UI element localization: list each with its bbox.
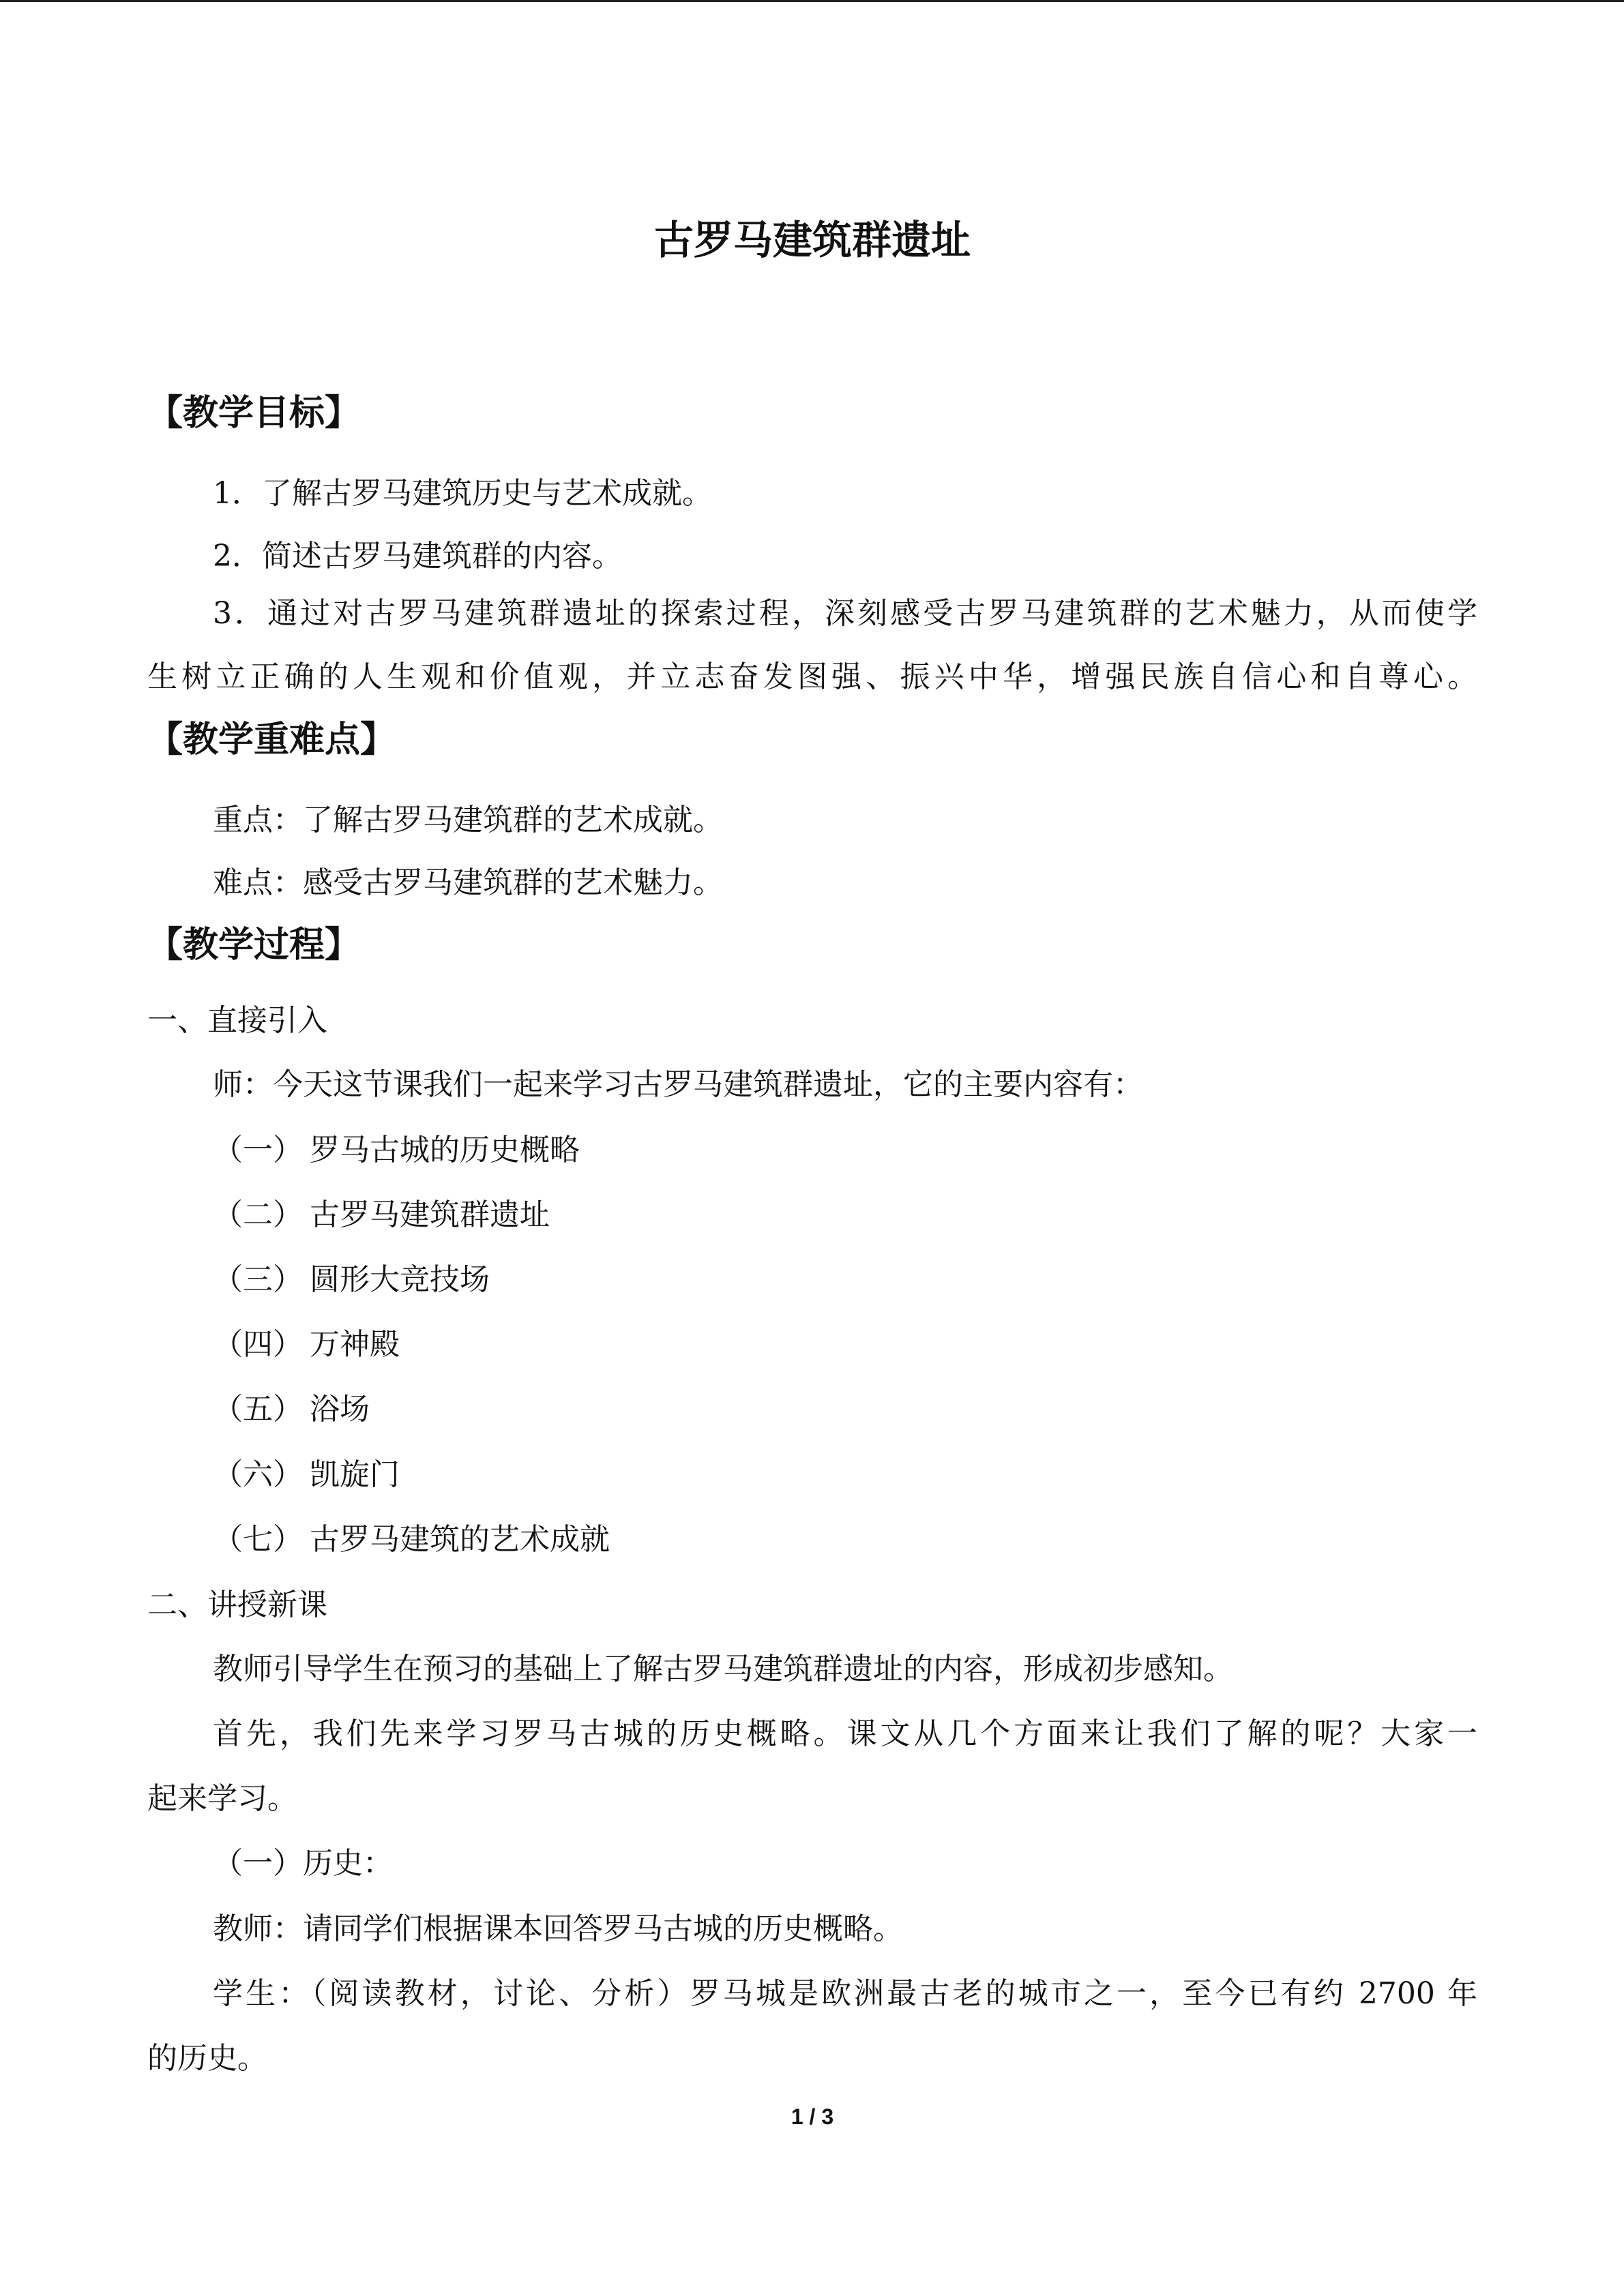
key-point: 重点：了解古罗马建筑群的艺术成就。 — [213, 803, 723, 837]
objective-2: 2．简述古罗马建筑群的内容。 — [213, 539, 622, 573]
list-item-number: （五） — [213, 1392, 303, 1427]
subsection-history: （一）历史： — [213, 1846, 393, 1881]
page-number: 1 / 3 — [791, 2104, 834, 2129]
list-item-number: （七） — [213, 1522, 303, 1557]
objective-1: 1．了解古罗马建筑历史与艺术成就。 — [213, 476, 712, 511]
objectives-heading: 【教学目标】 — [147, 393, 361, 434]
list-item — [147, 1324, 1477, 1365]
part2-paragraph-2-line1: 首先，我们先来学习罗马古城的历史概略。课文从几个方面来让我们了解的呢？大家一 — [213, 1716, 1477, 1751]
part2-paragraph-2-line2: 起来学习。 — [147, 1781, 297, 1816]
objective-3-line2: 生树立正确的人生观和价值观，并立志奋发图强、振兴中华，增强民族自信心和自尊心。 — [147, 659, 1477, 694]
list-item — [147, 1389, 1477, 1430]
list-item-text: 古罗马建筑的艺术成就 — [310, 1522, 610, 1557]
list-item — [147, 1259, 1477, 1300]
student-answer-line1: 学生：（阅读教材，讨论、分析）罗马城是欧洲最古老的城市之一，至今已有约 2700 年 — [213, 1976, 1477, 2011]
document-title: 古罗马建筑群遗址 — [653, 217, 971, 263]
list-item — [147, 1130, 1477, 1171]
part1-heading: 一、直接引入 — [147, 1003, 327, 1038]
list-item-text: 古罗马建筑群遗址 — [310, 1197, 550, 1232]
teacher-prompt: 教师：请同学们根据课本回答罗马古城的历史概略。 — [213, 1911, 903, 1946]
list-item-number: （二） — [213, 1197, 303, 1232]
key-points-heading: 【教学重难点】 — [147, 719, 396, 760]
list-item-text: 凯旋门 — [310, 1457, 400, 1492]
list-item — [147, 1195, 1477, 1236]
part2-heading: 二、讲授新课 — [147, 1587, 327, 1622]
part1-intro: 师：今天这节课我们一起来学习古罗马建筑群遗址，它的主要内容有： — [213, 1067, 1143, 1102]
list-item-text: 浴场 — [310, 1392, 370, 1427]
list-item — [147, 1519, 1477, 1560]
list-item-number: （六） — [213, 1457, 303, 1492]
document-page — [147, 0, 1477, 2296]
student-answer-line2: 的历史。 — [147, 2041, 267, 2076]
difficult-point: 难点：感受古罗马建筑群的艺术魅力。 — [213, 865, 723, 900]
list-item-number: （三） — [213, 1262, 303, 1297]
list-item-text: 万神殿 — [310, 1327, 400, 1362]
list-item-number: （一） — [213, 1133, 303, 1167]
list-item — [147, 1455, 1477, 1495]
process-heading: 【教学过程】 — [147, 925, 361, 966]
list-item-text: 罗马古城的历史概略 — [310, 1133, 580, 1167]
part2-paragraph-1: 教师引导学生在预习的基础上了解古罗马建筑群遗址的内容，形成初步感知。 — [213, 1652, 1233, 1686]
list-item-number: （四） — [213, 1327, 303, 1362]
list-item-text: 圆形大竞技场 — [310, 1262, 490, 1297]
objective-3-line1: 3．通过对古罗马建筑群遗址的探索过程，深刻感受古罗马建筑群的艺术魅力，从而使学 — [213, 596, 1477, 631]
